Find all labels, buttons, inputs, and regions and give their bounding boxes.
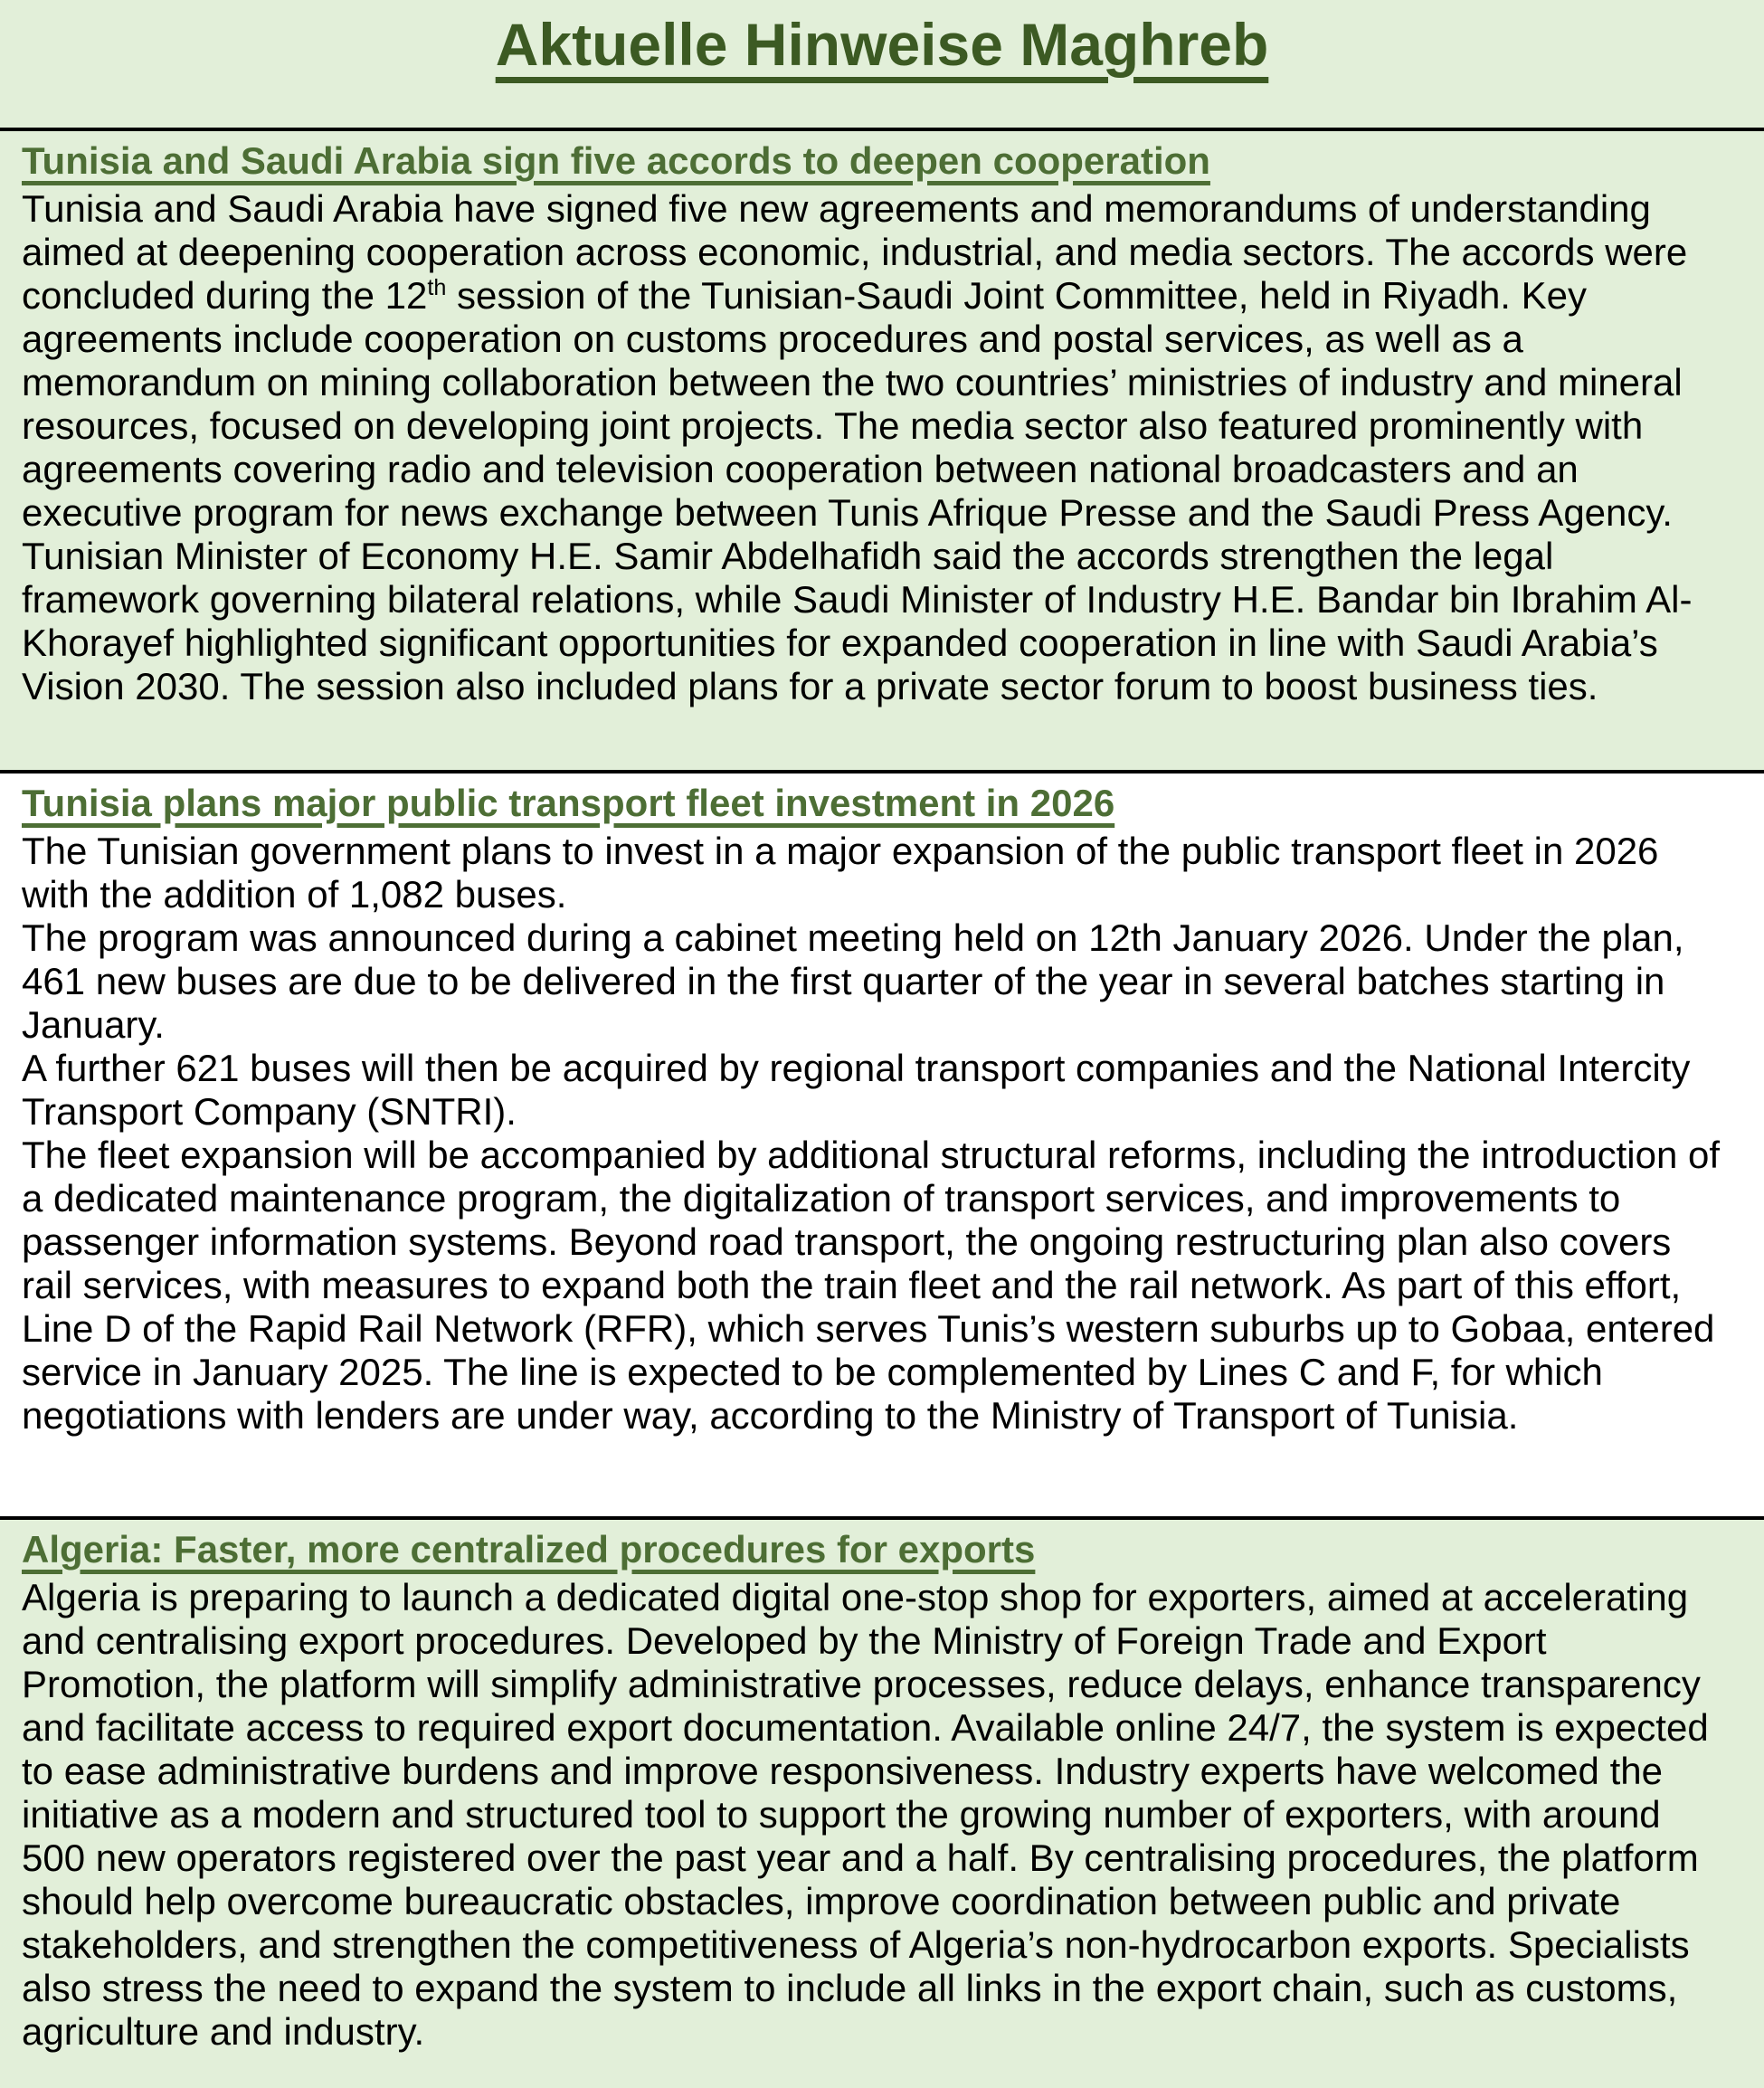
- section-heading-algeria-export-procedures: Algeria: Faster, more centralized procedures for exports: [22, 1528, 1036, 1571]
- superscript: th: [427, 275, 447, 300]
- section-heading-tunisia-saudi-accords: Tunisia and Saudi Arabia sign five accords to deepen cooperation: [22, 139, 1210, 182]
- paragraph: Algeria is preparing to launch a dedicated digital one-stop shop for exporters, aimed at accelerating and centralising export procedures. Developed by the Ministry of Foreign Trade and Export Promotion, the platform will simplify administrative processes, reduce delays, enhance transparency and facilitate access to required export documentation. Available online 24/7, the system is expected to ease administrative burdens and improve responsiveness. Industry experts have welcomed the initiative as a modern and structured tool to support the growing number of exporters, with around 500 new operators registered over the past year and a half. By centralising procedures, the platform should help overcome bureaucratic obstacles, improve coordination between public and private stakeholders, and strengthen the competitiveness of Algeria’s non-hydrocarbon exports. Specialists also stress the need to expand the system to include all links in the export chain, such as customs, agriculture and industry.: [22, 1576, 1709, 2053]
- paragraph: A further 621 buses will then be acquired by regional transport companies and the National Intercity Transport Company (SNTRI).: [22, 1047, 1691, 1133]
- document-header: [0, 0, 1764, 128]
- section-transport-fleet-investment: [0, 774, 1764, 1516]
- paragraph: Tunisia and Saudi Arabia have signed five new agreements and memorandums of understanding aimed at deepening cooperation across economic, industrial, and media sectors. The accords were concluded during the 12th session of the Tunisian-Saudi Joint Committee, held in Riyadh. Key agreements include cooperation on customs procedures and postal services, as well as a memorandum on mining collaboration between the two countries’ ministries of industry and mineral resources, focused on developing joint projects. The media sector also featured prominently with agreements covering radio and television cooperation between national broadcasters and an executive program for news exchange between Tunis Afrique Presse and the Saudi Press Agency. Tunisian Minister of Economy H.E. Samir Abdelhafidh said the accords strengthen the legal framework governing bilateral relations, while Saudi Minister of Industry H.E. Bandar bin Ibrahim Al-Khorayef highlighted significant opportunities for expanded cooperation in line with Saudi Arabia’s Vision 2030. The session also included plans for a private sector forum to boost business ties.: [22, 187, 1693, 707]
- paragraph: The program was announced during a cabinet meeting held on 12th January 2026. Under the plan, 461 new buses are due to be delivered in the first quarter of the year in several batches starting in January.: [22, 916, 1684, 1046]
- document-title: Aktuelle Hinweise Maghreb: [495, 11, 1269, 78]
- section-tunisia-saudi-accords: [0, 131, 1764, 770]
- section-heading-transport-fleet-investment: Tunisia plans major public transport fleet investment in 2026: [22, 782, 1115, 824]
- paragraph: The Tunisian government plans to invest in a major expansion of the public transport fleet in 2026 with the addition of 1,082 buses.: [22, 830, 1659, 916]
- paragraph: The fleet expansion will be accompanied by additional structural reforms, including the introduction of a dedicated maintenance program, the digitalization of transport services, and improvements to passenger information systems. Beyond road transport, the ongoing restructuring plan also covers rail services, with measures to expand both the train fleet and the rail network. As part of this effort, Line D of the Rapid Rail Network (RFR), which serves Tunis’s western suburbs up to Gobaa, entered service in January 2025. The line is expected to be complemented by Lines C and F, for which negotiations with lenders are under way, according to the Ministry of Transport of Tunisia.: [22, 1134, 1721, 1437]
- section-algeria-export-procedures: [0, 1520, 1764, 2088]
